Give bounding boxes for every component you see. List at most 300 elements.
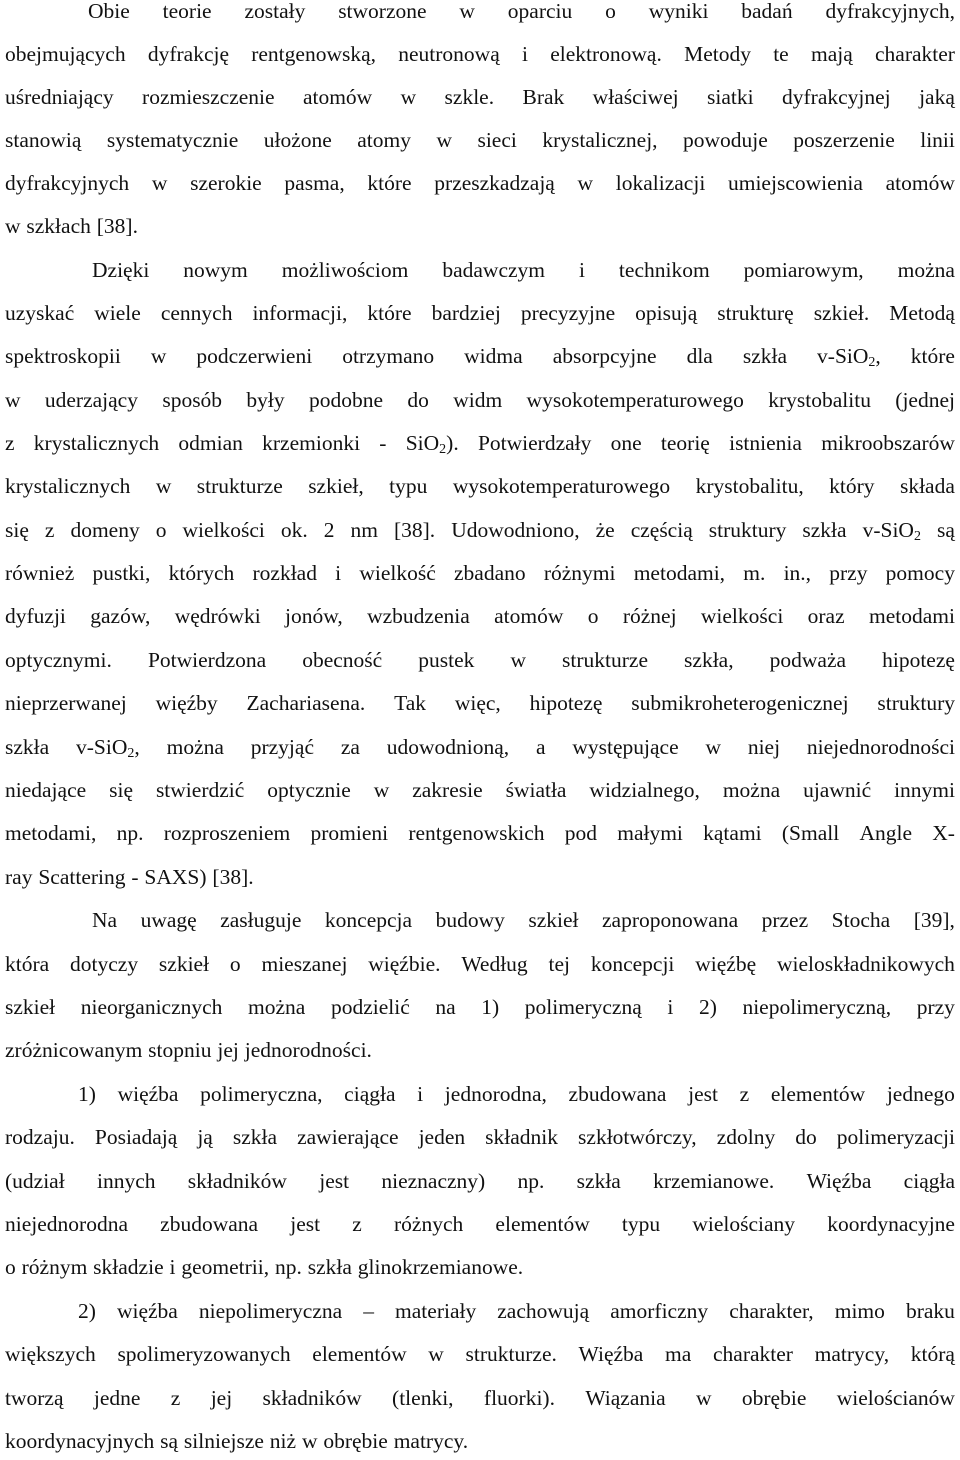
word: szkieł, xyxy=(308,474,364,498)
word: jednorodna, xyxy=(444,1082,547,1106)
word: (jednej xyxy=(895,388,955,412)
word: w xyxy=(5,388,21,412)
word: obejmujących xyxy=(5,42,126,66)
word: niepolimeryczna xyxy=(198,1299,343,1323)
word: amorficzny xyxy=(610,1299,709,1323)
word: krystalicznych xyxy=(5,474,131,498)
word: rozmieszczenie xyxy=(142,85,275,109)
word: przez xyxy=(761,908,809,932)
word: polimeryczna, xyxy=(200,1082,323,1106)
word: zbudowana xyxy=(568,1082,667,1106)
word: mimo xyxy=(834,1299,885,1323)
word: mają xyxy=(810,42,853,66)
word: elementów xyxy=(312,1342,407,1366)
word: one xyxy=(610,431,642,455)
word: światła xyxy=(505,778,567,802)
word: matrycy, xyxy=(814,1342,890,1366)
word: do xyxy=(407,388,429,412)
word: ma xyxy=(665,1342,692,1366)
word: zostały xyxy=(244,0,306,23)
word: Więźba xyxy=(578,1342,644,1366)
word: zdolny xyxy=(716,1125,776,1149)
word: atomy xyxy=(357,128,411,152)
text-line xyxy=(92,904,955,936)
word: pod xyxy=(564,821,597,845)
word: dyfrakcyjnych xyxy=(5,171,130,195)
text-line xyxy=(78,1078,955,1110)
word: Potwierdzały xyxy=(477,431,592,455)
word: jaką xyxy=(919,85,955,109)
word: wiele xyxy=(94,301,141,325)
text-line xyxy=(5,991,955,1023)
word: można xyxy=(166,735,224,759)
word: z xyxy=(170,1386,181,1410)
word: w xyxy=(400,85,417,109)
word: możliwościom xyxy=(281,258,409,282)
word: informacji, xyxy=(252,301,348,325)
word: Więźba xyxy=(806,1169,872,1193)
word: te xyxy=(773,42,789,66)
text-line xyxy=(88,0,955,27)
word: istnienia xyxy=(729,431,802,455)
word: Według xyxy=(461,952,528,976)
word: niejednorodna xyxy=(5,1212,128,1236)
word: bardziej xyxy=(431,301,501,325)
word: o xyxy=(587,604,599,628)
word: optycznymi. xyxy=(5,648,112,672)
word: atomów xyxy=(302,85,373,109)
word: spolimeryzowanych xyxy=(117,1342,291,1366)
word: (udział xyxy=(5,1169,65,1193)
word: strukturze. xyxy=(465,1342,557,1366)
word: obecność xyxy=(302,648,383,672)
word: więźbie. xyxy=(368,952,441,976)
word: więźba xyxy=(116,1299,178,1323)
word: szkła xyxy=(5,735,50,759)
word: ciągła xyxy=(344,1082,396,1106)
word: badań xyxy=(741,0,793,23)
text-line: w szkłach [38]. xyxy=(5,214,138,238)
word: (Small xyxy=(781,821,840,845)
word: strukturę xyxy=(717,301,794,325)
word: można xyxy=(248,995,306,1019)
word: odmian xyxy=(178,431,243,455)
word: różnej xyxy=(622,604,677,628)
word: się xyxy=(109,778,133,802)
word: jonów, xyxy=(285,604,343,628)
word: atomów xyxy=(885,171,955,195)
text-line xyxy=(5,644,955,676)
word: Stocha xyxy=(831,908,891,932)
word: wysokotemperaturowego xyxy=(452,474,671,498)
word: struktury xyxy=(708,518,787,542)
word: poszerzenie xyxy=(793,128,895,152)
word: fluorki). xyxy=(483,1386,555,1410)
word: szkieł xyxy=(5,995,56,1019)
word: w xyxy=(428,1342,444,1366)
word: polimeryzacji xyxy=(836,1125,955,1149)
word: z xyxy=(352,1212,362,1236)
word: innych xyxy=(96,1169,156,1193)
word: v-SiO$_2$, xyxy=(76,735,140,761)
text-line xyxy=(5,1338,955,1370)
text-line: zróżnicowanym stopniu jej jednorodności. xyxy=(5,1038,372,1062)
word: szkła xyxy=(576,1169,621,1193)
word: Brak xyxy=(522,85,565,109)
word: uśredniający xyxy=(5,85,114,109)
word: elementów xyxy=(495,1212,590,1236)
text-line xyxy=(5,38,955,70)
text-line: o różnym składzie i geometrii, np. szkła glinokrzemianowe. xyxy=(5,1255,524,1279)
word: zaproponowana xyxy=(602,908,739,932)
word: zasługuje xyxy=(220,908,302,932)
text-line xyxy=(5,384,955,416)
word: strukturze xyxy=(562,648,648,672)
word: domeny xyxy=(70,518,140,542)
word: pomocy xyxy=(885,561,955,585)
word: za xyxy=(340,735,360,759)
word: dyfuzji xyxy=(5,604,66,628)
word: dyfrakcyjnej xyxy=(782,85,891,109)
word: i xyxy=(667,995,674,1019)
word: metodami, xyxy=(5,821,97,845)
word: nieorganicznych xyxy=(80,995,223,1019)
word: o xyxy=(155,518,167,542)
word: jest xyxy=(688,1082,718,1106)
word: który xyxy=(829,474,875,498)
word: tej xyxy=(548,952,570,976)
word: (tlenki, xyxy=(392,1386,454,1410)
text-line xyxy=(5,817,955,849)
word: krystobalitu, xyxy=(695,474,804,498)
word: budowy xyxy=(435,908,505,932)
word: Zachariasena. xyxy=(246,691,366,715)
word: rentgenowską, xyxy=(251,42,377,66)
text-line xyxy=(5,1382,955,1414)
word: szkła xyxy=(802,518,847,542)
word: innymi xyxy=(894,778,955,802)
word: 2 xyxy=(323,518,335,542)
word: jest xyxy=(290,1212,321,1236)
word: szkieł. xyxy=(813,301,870,325)
word: o xyxy=(605,0,616,23)
word: Dzięki xyxy=(92,258,150,282)
word: charakter xyxy=(713,1342,793,1366)
word: jednego xyxy=(886,1082,955,1106)
word: większych xyxy=(5,1342,96,1366)
word: charakter xyxy=(875,42,955,66)
word: krystalicznej, xyxy=(542,128,658,152)
word: rozkład xyxy=(252,561,317,585)
word: składa xyxy=(899,474,955,498)
word: v-SiO$_2$ xyxy=(862,518,921,544)
word: których xyxy=(168,561,235,585)
word: składnik xyxy=(485,1125,559,1149)
word: dyfrakcyjnych, xyxy=(825,0,955,23)
word: w xyxy=(577,171,594,195)
word: i xyxy=(578,258,585,282)
word: ułożone xyxy=(263,128,332,152)
word: promieni xyxy=(310,821,389,845)
word: zbudowana xyxy=(160,1212,259,1236)
word: zbadano xyxy=(454,561,526,585)
word: Metody xyxy=(684,42,751,66)
word: opisują xyxy=(635,301,698,325)
word: dyfrakcję xyxy=(147,42,229,66)
word: – xyxy=(363,1299,374,1323)
word: zachowują xyxy=(497,1299,590,1323)
word: powoduje xyxy=(683,128,768,152)
word: badawczym xyxy=(442,258,545,282)
word: siatki xyxy=(707,85,754,109)
word: sposób xyxy=(162,388,223,412)
word: atomów xyxy=(494,604,564,628)
word: wyniki xyxy=(648,0,709,23)
word: szkle. xyxy=(444,85,495,109)
text-line xyxy=(92,254,955,286)
word: Obie xyxy=(88,0,130,23)
word: ją xyxy=(197,1125,213,1149)
word: różnymi xyxy=(543,561,616,585)
word: przy xyxy=(916,995,955,1019)
word: szkła xyxy=(742,344,788,368)
word: [38]. xyxy=(393,518,436,542)
word: nowym xyxy=(183,258,248,282)
text-line: koordynacyjnych są silniejsze niż w obrębie matrycy. xyxy=(5,1429,469,1453)
word: można xyxy=(722,778,781,802)
word: np. xyxy=(116,821,144,845)
word: z xyxy=(44,518,55,542)
word: którą xyxy=(910,1342,955,1366)
word: można xyxy=(897,258,955,282)
text-line xyxy=(5,1208,955,1240)
word: szkieł xyxy=(528,908,579,932)
word: stworzone xyxy=(338,0,427,23)
word: szkła, xyxy=(684,648,734,672)
word: podczerwieni xyxy=(196,344,313,368)
word: polimeryczną xyxy=(524,995,642,1019)
word: że xyxy=(595,518,615,542)
word: Potwierdzona xyxy=(147,648,267,672)
word: które xyxy=(367,301,412,325)
word: uzyskać xyxy=(5,301,75,325)
word: wędrówki xyxy=(174,604,261,628)
word: [39], xyxy=(913,908,955,932)
word: różnych xyxy=(394,1212,464,1236)
word: niepolimeryczną, xyxy=(742,995,892,1019)
word: z xyxy=(739,1082,750,1106)
word: Metodą xyxy=(889,301,955,325)
word: hipotezę xyxy=(882,648,955,672)
word: na xyxy=(435,995,456,1019)
word: hipotezę xyxy=(529,691,603,715)
word: w xyxy=(459,0,475,23)
word: w xyxy=(373,778,390,802)
word: 1) xyxy=(78,1082,96,1106)
word: teorie xyxy=(162,0,212,23)
word: 1) xyxy=(481,995,500,1019)
word: uderzający xyxy=(44,388,138,412)
word: absorpcyjne xyxy=(552,344,657,368)
word: SiO$_2$). xyxy=(405,431,459,457)
word: uwagę xyxy=(140,908,197,932)
word: kątami xyxy=(703,821,762,845)
word: szerokie xyxy=(190,171,262,195)
word: submikroheterogenicznej xyxy=(631,691,849,715)
word: dotyczy xyxy=(70,952,139,976)
text-line xyxy=(5,731,955,763)
text-line xyxy=(5,427,955,459)
word: technikom xyxy=(618,258,710,282)
word: Angle xyxy=(859,821,913,845)
word: metodami, xyxy=(633,561,726,585)
word: Tak xyxy=(394,691,426,715)
word: i xyxy=(521,42,528,66)
word: wieloskładnikowych xyxy=(776,952,955,976)
text-line xyxy=(78,1295,955,1327)
word: Na xyxy=(92,908,118,932)
word: podważa xyxy=(769,648,847,672)
word: pomiarowym, xyxy=(743,258,864,282)
word: v-SiO$_2$, xyxy=(817,344,881,370)
word: ok. xyxy=(280,518,308,542)
word: widm xyxy=(453,388,503,412)
word: szkieł xyxy=(158,952,210,976)
word: ciągła xyxy=(903,1169,955,1193)
word: widzialnego, xyxy=(589,778,700,802)
word: koncepcja xyxy=(324,908,413,932)
word: i xyxy=(335,561,342,585)
text-line xyxy=(5,81,955,113)
word: jedne xyxy=(93,1386,141,1410)
text-line xyxy=(5,470,955,502)
word: in., xyxy=(783,561,812,585)
word: nm xyxy=(350,518,378,542)
word: w xyxy=(705,735,721,759)
word: obrębie xyxy=(741,1386,807,1410)
word: wielkości xyxy=(182,518,265,542)
word: częścią xyxy=(630,518,693,542)
word: linii xyxy=(920,128,955,152)
word: teorię xyxy=(660,431,710,455)
word: rentgenowskich xyxy=(408,821,545,845)
word: nieznaczny) xyxy=(381,1169,486,1193)
word: wzbudzenia xyxy=(367,604,470,628)
word: Udowodniono, xyxy=(451,518,580,542)
word: rozproszeniem xyxy=(163,821,291,845)
word: koordynacyjne xyxy=(827,1212,955,1236)
word: spektroskopii xyxy=(5,344,121,368)
text-line: ray Scattering - SAXS) [38]. xyxy=(5,865,254,889)
word: precyzyjne xyxy=(520,301,616,325)
text-line xyxy=(5,1165,955,1197)
word: - xyxy=(379,431,387,455)
word: w xyxy=(510,648,526,672)
word: które xyxy=(910,344,955,368)
text-line xyxy=(5,124,955,156)
text-line xyxy=(5,600,955,632)
text-line xyxy=(5,774,955,806)
word: systematycznie xyxy=(106,128,239,152)
word: składników xyxy=(262,1386,362,1410)
word: cennych xyxy=(160,301,233,325)
word: Posiadają xyxy=(94,1125,178,1149)
word: w xyxy=(436,128,452,152)
word: Wiązania xyxy=(585,1386,666,1410)
word: są xyxy=(936,518,955,542)
word: do xyxy=(795,1125,817,1149)
word: szkła xyxy=(232,1125,278,1149)
word: materiały xyxy=(395,1299,477,1323)
text-line xyxy=(5,297,955,329)
text-line xyxy=(5,948,955,980)
word: w xyxy=(155,474,172,498)
word: również xyxy=(5,561,75,585)
word: w xyxy=(150,344,167,368)
word: nieprzerwanej xyxy=(5,691,127,715)
word: pasma, xyxy=(284,171,345,195)
word: jest xyxy=(319,1169,350,1193)
word: więźbę xyxy=(695,952,757,976)
word: 2) xyxy=(698,995,717,1019)
word: zawierające xyxy=(297,1125,399,1149)
word: więc, xyxy=(454,691,501,715)
word: pustki, xyxy=(92,561,151,585)
word: się xyxy=(5,518,29,542)
word: szkłotwórczy, xyxy=(578,1125,697,1149)
word: i xyxy=(417,1082,424,1106)
word: krzemionki xyxy=(262,431,361,455)
word: umiejscowienia xyxy=(727,171,863,195)
word: typu xyxy=(621,1212,661,1236)
word: krystobalitu xyxy=(768,388,871,412)
word: rodzaju. xyxy=(5,1125,75,1149)
text-line xyxy=(5,1121,955,1153)
word: występujące xyxy=(572,735,679,759)
word: tworzą xyxy=(5,1386,64,1410)
text-line xyxy=(5,687,955,719)
word: krystalicznych xyxy=(33,431,160,455)
word: jej xyxy=(210,1386,233,1410)
word: mikroobszarów xyxy=(821,431,955,455)
word: strukturze xyxy=(196,474,283,498)
word: która xyxy=(5,952,50,976)
word: oparciu xyxy=(507,0,573,23)
word: zakresie xyxy=(412,778,483,802)
word: widma xyxy=(464,344,523,368)
word: np. xyxy=(517,1169,545,1193)
word: struktury xyxy=(877,691,955,715)
word: pustek xyxy=(418,648,475,672)
word: m. xyxy=(743,561,766,585)
word: przyjąć xyxy=(250,735,314,759)
word: typu xyxy=(389,474,428,498)
word: stwierdzić xyxy=(155,778,245,802)
word: a xyxy=(536,735,546,759)
word: gazów, xyxy=(90,604,151,628)
word: były xyxy=(246,388,285,412)
word: przy xyxy=(829,561,868,585)
word: koncepcji xyxy=(590,952,675,976)
word: oraz xyxy=(807,604,845,628)
word: X- xyxy=(932,821,955,845)
word: metodami xyxy=(868,604,955,628)
text-line xyxy=(5,167,955,199)
text-line xyxy=(5,514,955,546)
word: 2) xyxy=(78,1299,96,1323)
word: podzielić xyxy=(330,995,410,1019)
word: przeszkadzają xyxy=(434,171,555,195)
